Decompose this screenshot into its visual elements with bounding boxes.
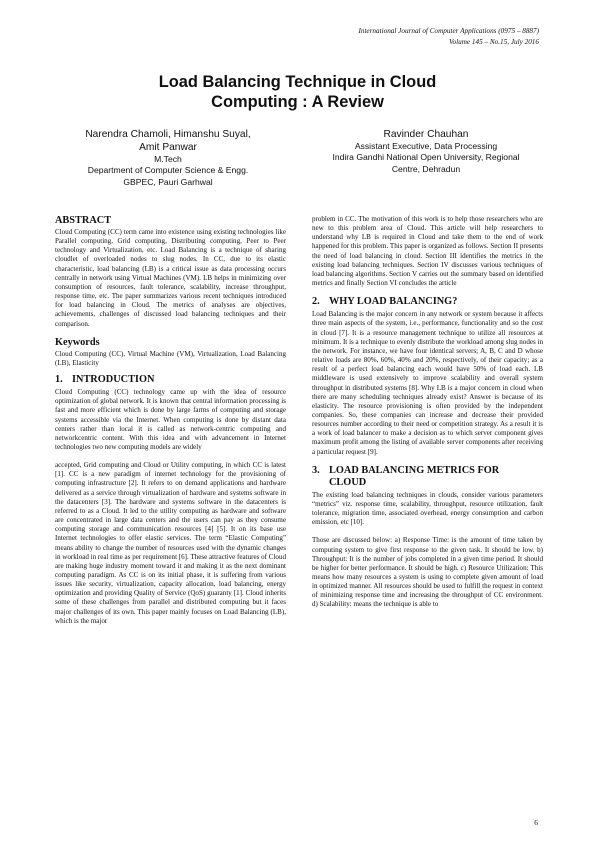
- metrics-paragraph-1: The existing load balancing techniques in clouds, consider various parameters “metrics” viz. response time, scalability, throughput, resource utilization, fault tolerance, migration time, associated overhead, energy consumption and carbon emission, etc [10].: [312, 490, 543, 527]
- paper-title: [0, 72, 595, 112]
- author-names-line-2: Amit Panwar: [139, 142, 197, 153]
- journal-header: [358, 26, 539, 47]
- section-heading-metrics: [312, 465, 543, 489]
- section-number: 2.: [312, 296, 320, 308]
- intro-paragraph-2: accepted, Grid computing and Cloud or Utility computing, in which CC is latest [1]. CC is a new paradigm of internet technology for the provisioning of computing infrastructure [2]. It refers to on demand applications and hardware delivered as a service through virtualization of hardware and systems software in the datacenters [3]. The hardware and systems software in the datacenters is referred to as a Cloud. It led to the utility computing as hardware and software are concentrated in large data centers and the users can pay as they consume computing storage and communication resources [4] [5]. It on its base use Internet technologies to offer elastic services. The term “Elastic Computing” means ability to change the number of resources used with the dynamic changes in workload in real time as per requirement [6]. These attractive features of Cloud are making huge industry moment toward it and making it as the next dominant computing paradigm. As CC is on its initial phase, it is suffering from various issues like security, virtualization, capacity allocation, load balancing, energy optimization and providing Quality of Service (QoS) guaranty [1]. Cloud inherits some of these challenges from parallel and distributed computing but it faces major challenges of its own. This paper mainly focuses on Load Balancing (LB), which is the major: [55, 461, 286, 625]
- section-title: WHY LOAD BALANCING?: [329, 296, 458, 308]
- section-number: 1.: [55, 374, 63, 386]
- section-title-line-2: CLOUD: [329, 476, 367, 488]
- author-institution: GBPEC, Pauri Garhwal: [123, 176, 213, 187]
- left-column: [55, 215, 286, 626]
- abstract-heading: ABSTRACT: [55, 215, 112, 226]
- abstract-text: Cloud Computing (CC) term came into existence using existing technologies like Parallel computing, Grid computing, Distributing computing, Peer to Peer technology and Virtualization, etc. Load Balancing is a technique of sharing cloudlet of overloaded nodes to slug nodes. In CC, due to its elastic characteristic, load balancing (LB) is a critical issue as data processing occurs centrally in network using Virtual Machines (VM). LB helps in minimizing over consumption of resources, fault tolerance, scalability, increase throughput, response time, etc. The paper summarizes various recent techniques introduced for load balancing in Cloud. The metrics of analyses are objectives, achievements, challenges of discussed load balancing techniques and their comparison.: [55, 228, 286, 328]
- section-title-line-1: LOAD BALANCING METRICS FOR: [329, 464, 500, 476]
- author-university: Indira Gandhi National Open University, Regional: [332, 152, 520, 163]
- section-title: INTRODUCTION: [72, 374, 155, 386]
- intro-paragraph-1: Cloud Computing (CC) technology came up with the idea of resource optimization of global network. It is known that central information processing is fast and more efficient which is done by large farms of computing and storage systems accessible via the Internet. When computing is done by distant data centers rather than local it is called as network-centric computing and networkcentric content. With this idea and with advancement in Internet technologies two new computing models are widely: [55, 388, 286, 451]
- keywords-text: Cloud Computing (CC), Virtual Machine (VM), Virtualization, Load Balancing (LB), Elasticity: [55, 349, 286, 367]
- section-number: 3.: [312, 464, 320, 476]
- journal-volume: Volume 145 – No.15, July 2016: [448, 37, 539, 46]
- section-heading-introduction: [55, 374, 286, 386]
- journal-name: International Journal of Computer Applications (0975 – 8887): [358, 27, 539, 35]
- author-centre: Centre, Dehradun: [391, 163, 461, 174]
- page-number: 6: [534, 818, 538, 827]
- keywords-heading: Keywords: [55, 336, 100, 348]
- why-paragraph-1: Load Balancing is the major concern in any network or system because it affects three main aspects of the system, i.e., performance, functionality and so the cost in cloud [7]. It is a resource management technique to utilize all resources at minimum. It is a technique to evenly distribute the workload among slug nodes in the network. For instance, we have four identical servers; A, B, C and D whose relative loads are 80%, 60%, 40% and 20%, respectively, of their capacity; as a result of a perfect load balancing each would have 50% of load each. LB middleware is used extensively to improve scalability and overall system throughput in distributed systems [8]. Why LB is a major concern in cloud when there are many scheduling techniques already exist? Answer is because of its elasticity. The resource provisioning is often provided by the independent companies. So, these companies can increase and decrease their provided resources number according to their need or competition strategy. As a result it is a work of load balancer to make a decision as to which server component gives maximum profit among the listing of available server components after receiving a particular request [9].: [312, 310, 543, 456]
- author-department: Department of Computer Science & Engg.: [87, 165, 249, 176]
- author-name: Ravinder Chauhan: [383, 129, 469, 140]
- metrics-paragraph-2: Those are discussed below: a) Response Time: is the amount of time taken by computing system to give first response to the given task. It should be low. b) Throughput: It is the number of jobs completed in a given time period. It should be higher for better performance. It should be high. c) Resource Utilization: This means how many resources a system is using to complete given amount of load in optimized manner. All resources should be used to fulfill the request in context of minimizing response time and increasing the throughput of CC environment. d) Scalability: means the technique is able to: [312, 536, 543, 609]
- author-names-line-1: Narendra Chamoli, Himanshu Suyal,: [85, 129, 251, 140]
- paper-title-line-2: Computing : A Review: [211, 93, 384, 111]
- section-heading-why-load-balancing: [312, 296, 543, 308]
- author-position: Assistant Executive, Data Processing: [354, 141, 498, 151]
- author-block-2: [306, 128, 546, 175]
- author-block-1: [58, 128, 278, 188]
- author-degree: M.Tech: [154, 154, 182, 164]
- paper-title-line-1: Load Balancing Technique in Cloud: [158, 73, 437, 91]
- intro-paragraph-3: problem in CC. The motivation of this work is to help those researchers who are new to this problem area of Cloud. This article will help researchers to understand why LB is required in Cloud and take them to the end of work happened for this problem. This paper is organized as follows. Section II presents the need of load balancing in cloud. Section III identifies the metrics in the existing load balancing techniques. Section IV discusses various techniques of load balancing algorithms. Section V carries out the summary based on identified metrics and finally Section VI concludes the article: [312, 215, 543, 288]
- right-column: [312, 215, 543, 610]
